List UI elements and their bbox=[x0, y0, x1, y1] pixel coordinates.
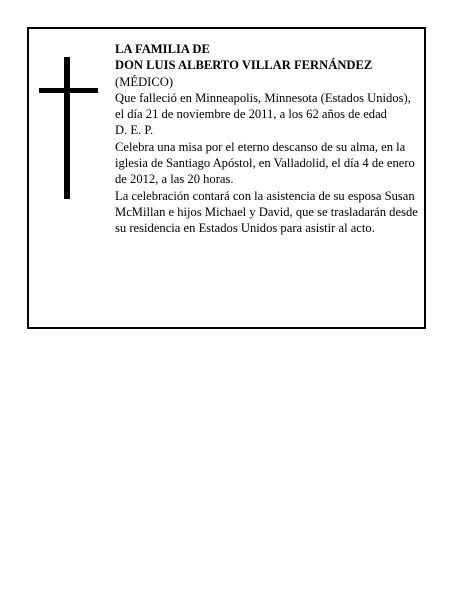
heading-deceased-name: DON LUIS ALBERTO VILLAR FERNÁNDEZ bbox=[115, 58, 373, 73]
mass-info: Celebra una misa por el eterno descanso de su alma, en la iglesia de Santiago Apóstol, en Valladolid, el día 4 de enero de 2012, a las 20 horas. bbox=[115, 139, 415, 187]
cross-vertical-bar bbox=[64, 57, 70, 199]
obituary-notice bbox=[27, 27, 426, 329]
cross-icon bbox=[39, 57, 98, 199]
rip-text: D. E. P. bbox=[115, 123, 154, 138]
death-info: Que falleció en Minneapolis, Minnesota (Estados Unidos), el día 21 de noviembre de 2011, a los 62 años de edad bbox=[115, 90, 411, 122]
profession: (MÉDICO) bbox=[115, 74, 174, 89]
notice-text bbox=[115, 41, 423, 237]
attendance-info: La celebración contará con la asistencia de su esposa Susan McMillan e hijos Michael y David, que se trasladarán desde su residencia en Estados Unidos para asistir al acto. bbox=[115, 188, 418, 236]
heading-family: LA FAMILIA DE bbox=[115, 42, 210, 56]
cross-horizontal-bar bbox=[39, 88, 98, 93]
